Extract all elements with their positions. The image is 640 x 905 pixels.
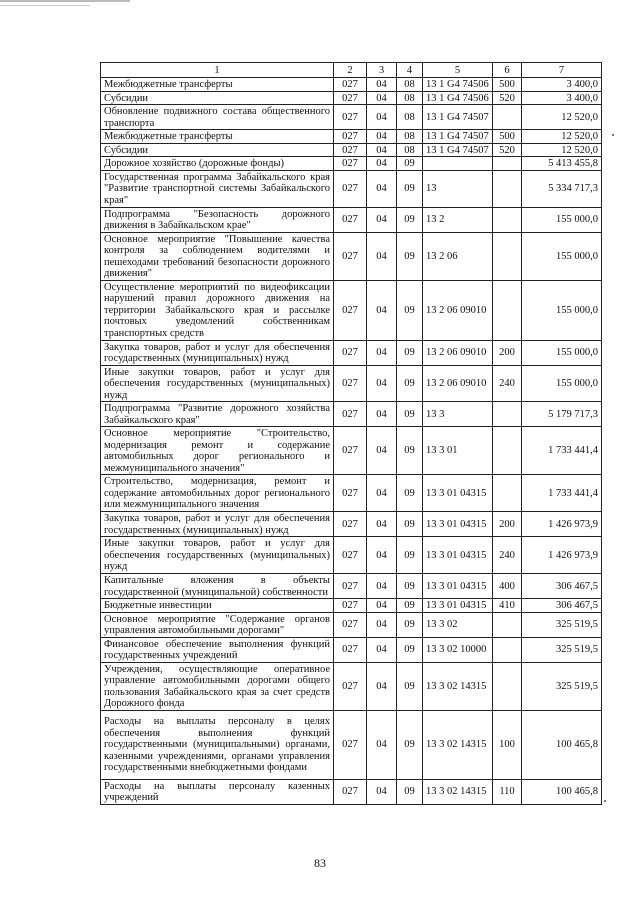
- section-code-cell: 04: [367, 427, 397, 475]
- subsection-code-cell: 09: [397, 280, 423, 340]
- amount-cell: 325 519,5: [522, 612, 602, 637]
- admin-code-cell: 027: [334, 599, 367, 613]
- section-code-cell: 04: [367, 280, 397, 340]
- row-name-cell: Дорожное хозяйство (дорожные фонды): [101, 157, 334, 171]
- expense-type-cell: 520: [493, 91, 522, 105]
- target-article-cell: 13 2: [423, 207, 493, 232]
- table-row: [101, 637, 602, 662]
- subsection-code-cell: 08: [397, 78, 423, 92]
- section-code-cell: 04: [367, 402, 397, 427]
- expense-type-cell: 200: [493, 340, 522, 365]
- row-name-cell: Учреждения, осуществляющие оперативное управление автомобильными дорогами общего пользования Забайкальского края за счет средств Дорожного фонда: [101, 662, 334, 710]
- section-code-cell: 04: [367, 662, 397, 710]
- amount-cell: 100 465,8: [522, 710, 602, 779]
- scan-edge-mark: [0, 0, 130, 2]
- amount-cell: 12 520,0: [522, 130, 602, 144]
- amount-cell: 325 519,5: [522, 662, 602, 710]
- target-article-cell: 13 3 01: [423, 427, 493, 475]
- subsection-code-cell: 08: [397, 105, 423, 130]
- row-name-cell: Закупка товаров, работ и услуг для обеспечения государственных (муниципальных) нужд: [101, 340, 334, 365]
- expense-type-cell: 240: [493, 537, 522, 574]
- section-code-cell: 04: [367, 340, 397, 365]
- admin-code-cell: 027: [334, 779, 367, 804]
- target-article-cell: 13 2 06 09010: [423, 280, 493, 340]
- table-row: [101, 91, 602, 105]
- subsection-code-cell: 09: [397, 574, 423, 599]
- amount-cell: 3 400,0: [522, 91, 602, 105]
- table-row: [101, 779, 602, 804]
- table-row: [101, 599, 602, 613]
- amount-cell: 155 000,0: [522, 232, 602, 280]
- admin-code-cell: 027: [334, 662, 367, 710]
- target-article-cell: 13: [423, 170, 493, 207]
- section-code-cell: 04: [367, 207, 397, 232]
- expense-type-cell: 520: [493, 143, 522, 157]
- admin-code-cell: 027: [334, 280, 367, 340]
- admin-code-cell: 027: [334, 340, 367, 365]
- expense-type-cell: [493, 402, 522, 427]
- row-name-cell: Капитальные вложения в объекты государственной (муниципальной) собственности: [101, 574, 334, 599]
- subsection-code-cell: 08: [397, 143, 423, 157]
- admin-code-cell: 027: [334, 475, 367, 512]
- target-article-cell: 13 1 G4 74507: [423, 105, 493, 130]
- admin-code-cell: 027: [334, 78, 367, 92]
- expense-type-cell: [493, 170, 522, 207]
- amount-cell: 1 426 973,9: [522, 537, 602, 574]
- row-name-cell: Межбюджетные трансферты: [101, 78, 334, 92]
- target-article-cell: 13 3 02 10000: [423, 637, 493, 662]
- row-name-cell: Подпрограмма "Развитие дорожного хозяйства Забайкальского края": [101, 402, 334, 427]
- table-row: [101, 340, 602, 365]
- target-article-cell: 13 2 06 09010: [423, 365, 493, 402]
- table-row: [101, 537, 602, 574]
- admin-code-cell: 027: [334, 710, 367, 779]
- table-row: [101, 512, 602, 537]
- amount-cell: 12 520,0: [522, 143, 602, 157]
- table-row: [101, 662, 602, 710]
- subsection-code-cell: 09: [397, 157, 423, 171]
- section-code-cell: 04: [367, 143, 397, 157]
- row-name-cell: Иные закупки товаров, работ и услуг для обеспечения государственных (муниципальных) нужд: [101, 365, 334, 402]
- section-code-cell: 04: [367, 232, 397, 280]
- section-code-cell: 04: [367, 157, 397, 171]
- table-body: [101, 78, 602, 805]
- admin-code-cell: 027: [334, 91, 367, 105]
- scan-speck: [604, 800, 606, 802]
- admin-code-cell: 027: [334, 612, 367, 637]
- expense-type-cell: [493, 207, 522, 232]
- column-header: 4: [397, 63, 423, 78]
- table-row: [101, 280, 602, 340]
- subsection-code-cell: 09: [397, 512, 423, 537]
- expense-type-cell: 410: [493, 599, 522, 613]
- subsection-code-cell: 09: [397, 207, 423, 232]
- admin-code-cell: 027: [334, 232, 367, 280]
- page-number: 83: [314, 856, 326, 870]
- row-name-cell: Межбюджетные трансферты: [101, 130, 334, 144]
- table-row: [101, 475, 602, 512]
- expense-type-cell: 400: [493, 574, 522, 599]
- table-row: [101, 157, 602, 171]
- target-article-cell: 13 3 01 04315: [423, 512, 493, 537]
- subsection-code-cell: 08: [397, 130, 423, 144]
- table-row: [101, 574, 602, 599]
- subsection-code-cell: 09: [397, 599, 423, 613]
- section-code-cell: 04: [367, 537, 397, 574]
- column-header: 5: [423, 63, 493, 78]
- amount-cell: 12 520,0: [522, 105, 602, 130]
- section-code-cell: 04: [367, 91, 397, 105]
- amount-cell: 3 400,0: [522, 78, 602, 92]
- expense-type-cell: [493, 662, 522, 710]
- amount-cell: 5 179 717,3: [522, 402, 602, 427]
- section-code-cell: 04: [367, 574, 397, 599]
- row-name-cell: Основное мероприятие "Повышение качества контроля за соблюдением водителями и пешеходами требований безопасности дорожного движения": [101, 232, 334, 280]
- target-article-cell: 13 1 G4 74507: [423, 130, 493, 144]
- amount-cell: 1 426 973,9: [522, 512, 602, 537]
- table-row: [101, 612, 602, 637]
- row-name-cell: Субсидии: [101, 143, 334, 157]
- section-code-cell: 04: [367, 599, 397, 613]
- amount-cell: 306 467,5: [522, 599, 602, 613]
- section-code-cell: 04: [367, 365, 397, 402]
- target-article-cell: 13 2 06: [423, 232, 493, 280]
- target-article-cell: 13 3 01 04315: [423, 475, 493, 512]
- admin-code-cell: 027: [334, 105, 367, 130]
- row-name-cell: Обновление подвижного состава общественного транспорта: [101, 105, 334, 130]
- target-article-cell: 13 3 02: [423, 612, 493, 637]
- table-row: [101, 710, 602, 779]
- subsection-code-cell: 09: [397, 365, 423, 402]
- amount-cell: 100 465,8: [522, 779, 602, 804]
- amount-cell: 155 000,0: [522, 280, 602, 340]
- expense-type-cell: 110: [493, 779, 522, 804]
- target-article-cell: 13 2 06 09010: [423, 340, 493, 365]
- expense-type-cell: [493, 475, 522, 512]
- admin-code-cell: 027: [334, 402, 367, 427]
- table-row: [101, 207, 602, 232]
- column-header: 2: [334, 63, 367, 78]
- target-article-cell: 13 3 02 14315: [423, 662, 493, 710]
- subsection-code-cell: 09: [397, 637, 423, 662]
- section-code-cell: 04: [367, 170, 397, 207]
- subsection-code-cell: 09: [397, 427, 423, 475]
- table-row: [101, 427, 602, 475]
- amount-cell: 1 733 441,4: [522, 427, 602, 475]
- table-row: [101, 402, 602, 427]
- row-name-cell: Основное мероприятие "Строительство, модернизация ремонт и содержание автомобильных дорог регионального и межмуниципального значения": [101, 427, 334, 475]
- section-code-cell: 04: [367, 710, 397, 779]
- expense-type-cell: [493, 157, 522, 171]
- expense-type-cell: [493, 232, 522, 280]
- expense-type-cell: 240: [493, 365, 522, 402]
- row-name-cell: Финансовое обеспечение выполнения функций государственных учреждений: [101, 637, 334, 662]
- column-header: 7: [522, 63, 602, 78]
- row-name-cell: Расходы на выплаты персоналу казенных учреждений: [101, 779, 334, 804]
- section-code-cell: 04: [367, 779, 397, 804]
- amount-cell: 5 334 717,3: [522, 170, 602, 207]
- column-header: 6: [493, 63, 522, 78]
- admin-code-cell: 027: [334, 574, 367, 599]
- admin-code-cell: 027: [334, 427, 367, 475]
- amount-cell: 155 000,0: [522, 340, 602, 365]
- target-article-cell: [423, 157, 493, 171]
- column-header: 1: [101, 63, 334, 78]
- expense-type-cell: 500: [493, 130, 522, 144]
- admin-code-cell: 027: [334, 537, 367, 574]
- subsection-code-cell: 09: [397, 475, 423, 512]
- section-code-cell: 04: [367, 78, 397, 92]
- section-code-cell: 04: [367, 105, 397, 130]
- expense-type-cell: [493, 637, 522, 662]
- scan-edge-mark: [0, 5, 90, 6]
- row-name-cell: Строительство, модернизация, ремонт и содержание автомобильных дорог регионального или межмуниципального значения: [101, 475, 334, 512]
- table-row: [101, 170, 602, 207]
- table-row: [101, 232, 602, 280]
- admin-code-cell: 027: [334, 157, 367, 171]
- table-row: [101, 105, 602, 130]
- section-code-cell: 04: [367, 475, 397, 512]
- expense-type-cell: [493, 427, 522, 475]
- section-code-cell: 04: [367, 637, 397, 662]
- target-article-cell: 13 3 02 14315: [423, 710, 493, 779]
- column-header: 3: [367, 63, 397, 78]
- amount-cell: 325 519,5: [522, 637, 602, 662]
- subsection-code-cell: 09: [397, 402, 423, 427]
- admin-code-cell: 027: [334, 207, 367, 232]
- admin-code-cell: 027: [334, 130, 367, 144]
- table-row: [101, 78, 602, 92]
- amount-cell: 155 000,0: [522, 365, 602, 402]
- target-article-cell: 13 3 02 14315: [423, 779, 493, 804]
- amount-cell: 155 000,0: [522, 207, 602, 232]
- table-row: [101, 130, 602, 144]
- admin-code-cell: 027: [334, 512, 367, 537]
- admin-code-cell: 027: [334, 365, 367, 402]
- target-article-cell: 13 1 G4 74506: [423, 78, 493, 92]
- subsection-code-cell: 09: [397, 537, 423, 574]
- section-code-cell: 04: [367, 612, 397, 637]
- target-article-cell: 13 3 01 04315: [423, 599, 493, 613]
- row-name-cell: Закупка товаров, работ и услуг для обеспечения государственных (муниципальных) нужд: [101, 512, 334, 537]
- subsection-code-cell: 09: [397, 710, 423, 779]
- expense-type-cell: [493, 280, 522, 340]
- row-name-cell: Основное мероприятие "Содержание органов управления автомобильными дорогами": [101, 612, 334, 637]
- subsection-code-cell: 08: [397, 91, 423, 105]
- target-article-cell: 13 3: [423, 402, 493, 427]
- admin-code-cell: 027: [334, 170, 367, 207]
- expense-type-cell: 500: [493, 78, 522, 92]
- subsection-code-cell: 09: [397, 612, 423, 637]
- scan-speck: [612, 134, 614, 136]
- expense-type-cell: [493, 612, 522, 637]
- amount-cell: 306 467,5: [522, 574, 602, 599]
- amount-cell: 1 733 441,4: [522, 475, 602, 512]
- row-name-cell: Субсидии: [101, 91, 334, 105]
- target-article-cell: 13 3 01 04315: [423, 574, 493, 599]
- subsection-code-cell: 09: [397, 340, 423, 365]
- section-code-cell: 04: [367, 512, 397, 537]
- row-name-cell: Бюджетные инвестиции: [101, 599, 334, 613]
- section-code-cell: 04: [367, 130, 397, 144]
- table-header-row: [101, 63, 602, 78]
- row-name-cell: Расходы на выплаты персоналу в целях обеспечения выполнения функций государственными (муниципальными) органами, казенными учреждениями, органами управления государственными внебюджетными фондами: [101, 710, 334, 779]
- amount-cell: 5 413 455,8: [522, 157, 602, 171]
- row-name-cell: Государственная программа Забайкальского края "Развитие транспортной системы Забайкальского края": [101, 170, 334, 207]
- admin-code-cell: 027: [334, 637, 367, 662]
- admin-code-cell: 027: [334, 143, 367, 157]
- row-name-cell: Подпрограмма "Безопасность дорожного движения в Забайкальском крае": [101, 207, 334, 232]
- target-article-cell: 13 1 G4 74506: [423, 91, 493, 105]
- table-row: [101, 143, 602, 157]
- subsection-code-cell: 09: [397, 232, 423, 280]
- row-name-cell: Иные закупки товаров, работ и услуг для обеспечения государственных (муниципальных) нужд: [101, 537, 334, 574]
- budget-table: [100, 62, 602, 805]
- subsection-code-cell: 09: [397, 170, 423, 207]
- expense-type-cell: [493, 105, 522, 130]
- subsection-code-cell: 09: [397, 662, 423, 710]
- target-article-cell: 13 3 01 04315: [423, 537, 493, 574]
- table-row: [101, 365, 602, 402]
- row-name-cell: Осуществление мероприятий по видеофиксации нарушений правил дорожного движения на территории Забайкальского края и рассылке почтовых уведомлений собственникам транспортных средств: [101, 280, 334, 340]
- expense-type-cell: 100: [493, 710, 522, 779]
- subsection-code-cell: 09: [397, 779, 423, 804]
- target-article-cell: 13 1 G4 74507: [423, 143, 493, 157]
- expense-type-cell: 200: [493, 512, 522, 537]
